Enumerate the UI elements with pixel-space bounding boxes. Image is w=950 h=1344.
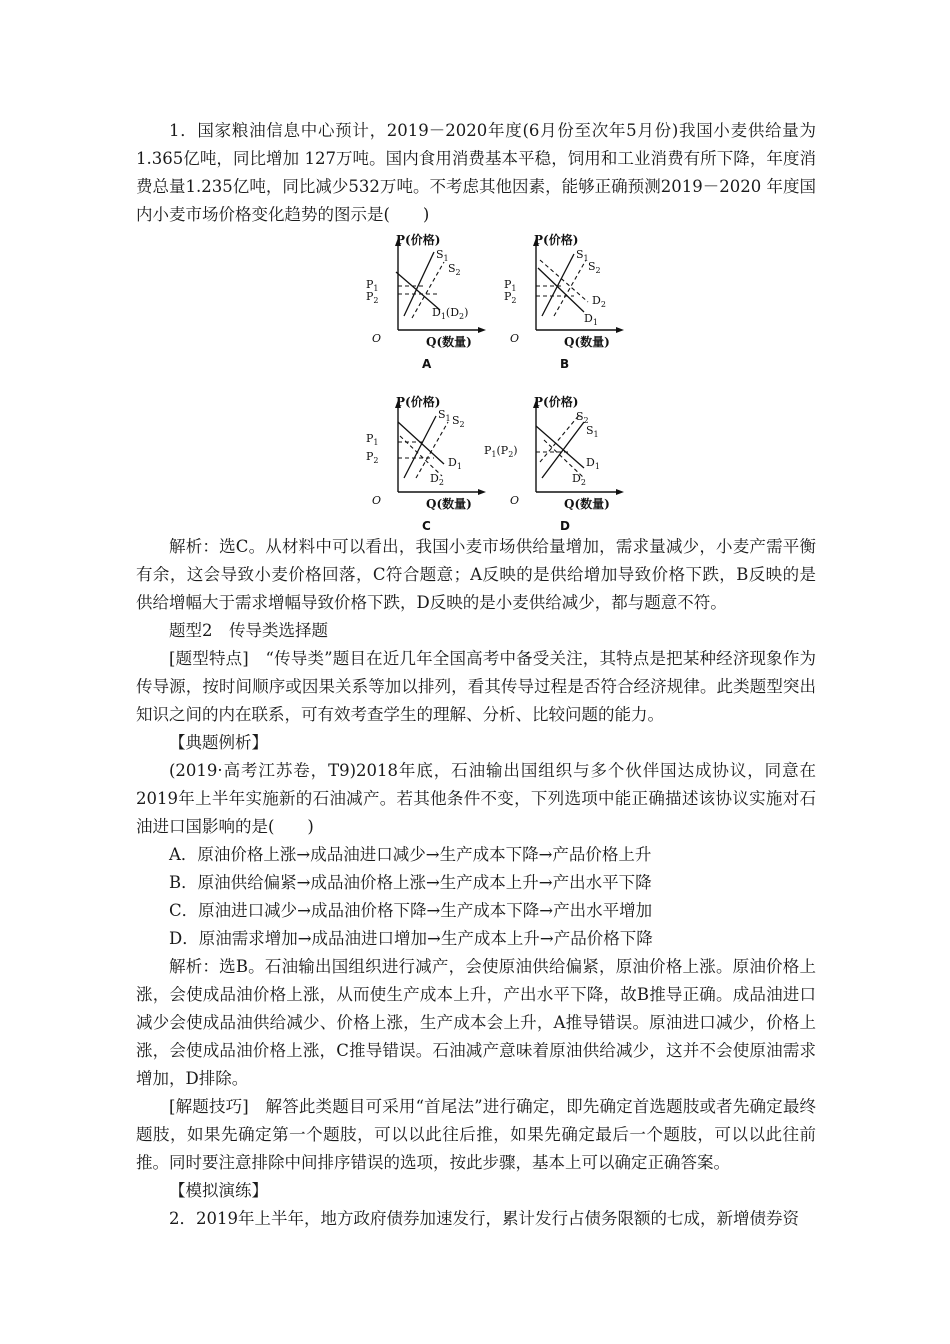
type2-features: [题型特点] “传导类”题目在近几年全国高考中备受关注，其特点是把某种经济现象作为传导源，按时间顺序或因果关系等加以排列，看其传导过程是否符合经济规律。此类题型突出知识之间的内在联系，可有效考查学生的理解、分析、比较问题的能力。 [136,649,816,724]
svg-text:S1: $S_1$ [586,424,599,439]
svg-text:S1: $S_1$ [438,408,451,423]
figure-c-s2-label: S [452,414,460,427]
example-analysis: 解析：选B。石油输出国组织进行减产，会使原油供给偏紧，原油价格上涨。原油价格上涨，会使成品油价格上涨，从而使生产成本上升，产出水平下降，故B推导正确。成品油进口减少会使成品油供给减少、价格上涨，生产成本会上升，A推导错误。原油进口减少，价格上涨，会使成品油价格上涨，C推导错误。石油减产意味着原油供给减少，这并不会使原油需求增加，D排除。 [136,957,816,1088]
figure-d-p-label: $P_1(P_2)$ [484,444,518,459]
option-c: C．原油进口减少→成品油价格下降→生产成本下降→产出水平增加 [169,901,653,920]
svg-text:D1: $D_1$ [584,312,598,327]
figure-b-q-axis-label: Q(数量) [564,335,610,349]
figure-d-s1-label: S [586,424,594,437]
figure-d-d2-label: D [572,472,581,485]
svg-text:D1: $D_1$ [448,456,462,471]
svg-text:S2: $S_2$ [448,262,461,277]
figure-a-s1-label: S [436,248,444,261]
option-b: B．原油供给偏紧→成品油价格上涨→生产成本上升→产出水平下降 [169,873,652,892]
figure-a-origin: O [372,332,382,345]
figure-a [362,230,492,375]
figure-a-s2-label: S [448,262,456,275]
solving-tips: [解题技巧] 解答此类题目可采用“首尾法”进行确定，即先确定首选题肢或者先确定最终题肢，如果先确定第一个题肢，可以以此往后推，如果先确定最后一个题肢，可以以此往前推。同时要注意排除中间排序错误的选项，按此步骤，基本上可以确定正确答案。 [136,1097,816,1172]
svg-text:P2: $P_2$ [504,290,517,305]
type2-heading: 题型2 传导类选择题 [169,621,328,640]
figure-d-d1-label: D [586,456,595,469]
figure-a-p2-label: P [366,290,374,303]
figure-a-caption: A [422,357,432,371]
question-1-stem: 1．国家粮油信息中心预计，2019－2020年度(6月份至次年5月份)我国小麦供给量为1.365亿吨，同比增加 127万吨。国内食用消费基本平稳，饲用和工业消费有所下降，年度消费总量1.235亿吨，同比减少532万吨。不考虑其他因素，能够正确预测2019－2020 年度国内小麦市场价格变化趋势的图示是( ) [136,121,816,224]
practice-title: 【模拟演练】 [169,1181,268,1200]
figure-c-d2-label: D [430,472,439,485]
svg-text:D1: $D_1$ [586,456,600,471]
figure-a-q-axis-label: Q(数量) [426,335,472,349]
option-a: A．原油价格上涨→成品油进口减少→生产成本下降→产品价格上升 [169,845,652,864]
figure-d-q-axis-label: Q(数量) [564,497,610,511]
figure-c [362,392,492,537]
question-1-analysis: 解析：选C。从材料中可以看出，我国小麦市场供给量增加，需求量减少，小麦产需平衡有余，这会导致小麦价格回落，C符合题意；A反映的是供给增加导致价格下跌，B反映的是供给增幅大于需求增幅导致价格下跌，D反映的是小麦供给减少，都与题意不符。 [136,537,816,612]
svg-text:P1: $P_1$ [366,432,379,447]
figure-d-p-axis-label: P(价格) [534,395,579,409]
figure-b-d2-label: D [592,294,601,307]
svg-text:P1: $P_1$ [504,278,517,293]
svg-text:D2: $D_2$ [430,472,444,487]
figure-c-q-axis-label: Q(数量) [426,497,472,511]
svg-text:S1: $S_1$ [576,248,589,263]
figure-d-s2-label: S [576,410,584,423]
figure-d-caption: D [560,519,570,533]
figure-c-p1-label: P [366,432,374,445]
figure-d [480,392,630,537]
figure-b-p-axis-label: P(价格) [534,233,579,247]
figure-c-p2-label: P [366,450,374,463]
figure-d-origin: O [510,494,520,507]
svg-text:D2: $D_2$ [572,472,586,487]
svg-text:S2: $S_2$ [576,410,589,425]
figure-a-d-label: $D_1(D_2)$ [432,306,469,321]
figure-c-caption: C [422,519,431,533]
question-2-stem: 2．2019年上半年，地方政府债券加速发行，累计发行占债务限额的七成，新增债券资 [169,1209,799,1228]
figure-b-caption: B [560,357,570,371]
option-d: D．原油需求增加→成品油进口增加→生产成本上升→产品价格下降 [169,929,653,948]
svg-text:P1: $P_1$ [366,278,379,293]
svg-text:P2: $P_2$ [366,450,379,465]
figure-c-p-axis-label: P(价格) [396,395,441,409]
example-title: 【典题例析】 [169,733,268,752]
figure-b-origin: O [510,332,520,345]
figure-b-d1-label: D [584,312,593,325]
example-stem: (2019·高考江苏卷，T9)2018年底，石油输出国组织与多个伙伴国达成协议，同意在2019年上半年实施新的石油减产。若其他条件不变，下列选项中能正确描述该协议实施对石油进口国影响的是( ) [136,761,816,836]
svg-text:P2: $P_2$ [366,290,379,305]
figure-c-s1-label: S [438,408,446,421]
svg-text:S1: $S_1$ [436,248,449,263]
figure-b [500,230,630,375]
figure-b-s2-label: S [588,260,596,273]
svg-text:D2: $D_2$ [592,294,606,309]
figure-a-p-axis-label: P(价格) [396,233,441,247]
figure-b-p2-label: P [504,290,512,303]
figure-c-origin: O [372,494,382,507]
svg-text:S2: $S_2$ [452,414,465,429]
figure-c-d1-label: D [448,456,457,469]
svg-text:S2: $S_2$ [588,260,601,275]
figure-a-p1-label: P [366,278,374,291]
figure-b-p1-label: P [504,278,512,291]
figure-b-s1-label: S [576,248,584,261]
